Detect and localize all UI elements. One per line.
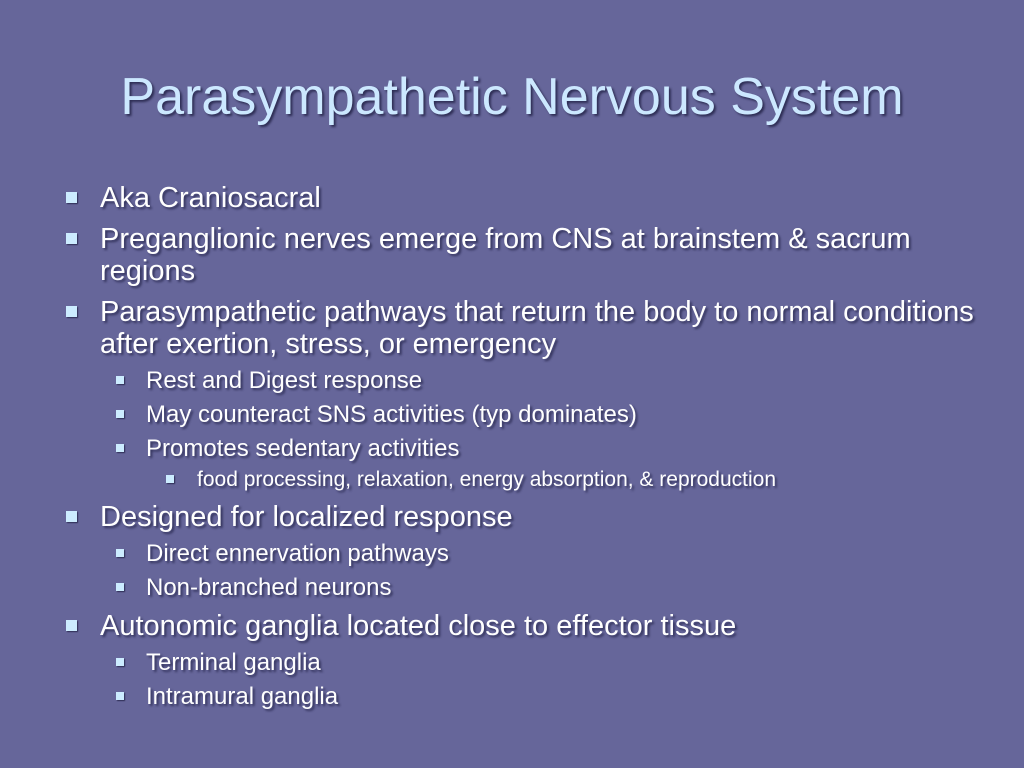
sub-bullet-item <box>60 574 990 601</box>
bullet-item <box>60 610 990 642</box>
sub-bullet-item <box>60 401 990 428</box>
bullet-text: food processing, relaxation, energy absorption, & reproduction <box>197 468 777 491</box>
sub-bullet-item <box>60 435 990 462</box>
bullet-text: Parasympathetic pathways that return the body to normal conditions after exertion, stress, or emergency <box>100 296 974 360</box>
square-bullet-icon <box>116 376 124 384</box>
bullet-text: May counteract SNS activities (typ dominates) <box>146 401 637 428</box>
bullet-text: Rest and Digest response <box>146 367 423 394</box>
square-bullet-icon <box>116 410 124 418</box>
bullet-text: Non-branched neurons <box>146 574 392 601</box>
square-bullet-icon <box>166 475 174 483</box>
square-bullet-icon <box>66 620 77 631</box>
slide-title: Parasympathetic Nervous System <box>120 68 904 126</box>
square-bullet-icon <box>116 444 124 452</box>
square-bullet-icon <box>66 192 77 203</box>
bullet-item <box>60 182 990 214</box>
square-bullet-icon <box>116 658 124 666</box>
sub-sub-bullet-item <box>60 468 990 492</box>
square-bullet-icon <box>116 583 124 591</box>
bullet-item <box>60 501 990 533</box>
bullet-text: Preganglionic nerves emerge from CNS at brainstem & sacrum regions <box>100 223 911 287</box>
square-bullet-icon <box>66 306 77 317</box>
sub-bullet-item <box>60 649 990 676</box>
bullet-text: Direct ennervation pathways <box>146 540 449 567</box>
bullet-item <box>60 296 990 360</box>
bullet-text: Designed for localized response <box>100 501 513 533</box>
square-bullet-icon <box>66 233 77 244</box>
square-bullet-icon <box>66 511 77 522</box>
sub-bullet-item <box>60 367 990 394</box>
sub-bullet-item <box>60 540 990 567</box>
bullet-text: Intramural ganglia <box>146 683 339 710</box>
sub-bullet-item <box>60 683 990 710</box>
bullet-text: Aka Craniosacral <box>100 182 321 214</box>
bullet-text: Promotes sedentary activities <box>146 435 460 462</box>
square-bullet-icon <box>116 549 124 557</box>
bullet-text: Terminal ganglia <box>146 649 321 676</box>
bullet-list <box>60 182 990 710</box>
square-bullet-icon <box>116 692 124 700</box>
bullet-item <box>60 223 990 287</box>
bullet-text: Autonomic ganglia located close to effector tissue <box>100 610 737 642</box>
